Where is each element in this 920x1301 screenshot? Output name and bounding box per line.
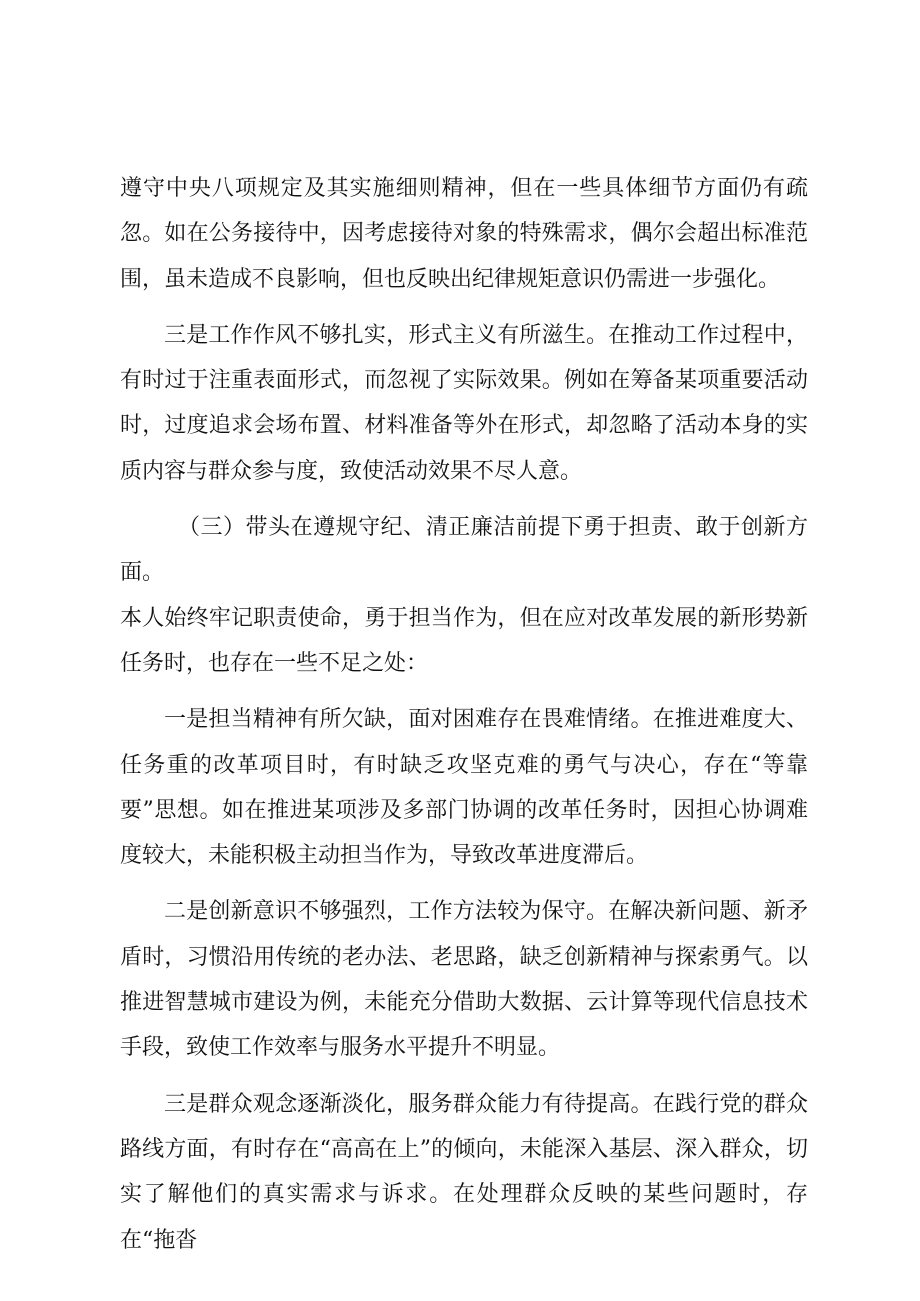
paragraph-work-style: 三是工作作风不够扎实，形式主义有所滋生。在推动工作过程中，有时过于注重表面形式，而忽视了实际效果。例如在筹备某项重要活动时，过度追求会场布置、材料准备等外在形式，却忽略了活动本身的实质内容与群众参与度，致使活动效果不尽人意。 [120,322,808,484]
section-heading-three: （三）带头在遵规守纪、清正廉洁前提下勇于担责、敢于创新方面。 [120,515,808,586]
paragraph-responsibility: 一是担当精神有所欠缺，面对困难存在畏难情绪。在推进难度大、任务重的改革项目时，有时缺乏攻坚克难的勇气与决心，存在“等靠要”思想。如在推进某项涉及多部门协调的改革任务时，因担心协调难度较大，未能积极主动担当作为，导致改革进度滞后。 [120,707,808,869]
body-text [120,166,808,1274]
paragraph-masses: 三是群众观念逐渐淡化，服务群众能力有待提高。在践行党的群众路线方面，有时存在“高高在上”的倾向，未能深入基层、深入群众，切实了解他们的真实需求与诉求。在处理群众反映的某些问题时，存在“拖沓 [120,1091,808,1253]
paragraph-innovation: 二是创新意识不够强烈，工作方法较为保守。在解决新问题、新矛盾时，习惯沿用传统的老办法、老思路，缺乏创新精神与探索勇气。以推进智慧城市建设为例，未能充分借助大数据、云计算等现代信息技术手段，致使工作效率与服务水平提升不明显。 [120,899,808,1061]
paragraph-continuation: 遵守中央八项规定及其实施细则精神，但在一些具体细节方面仍有疏忽。如在公务接待中，因考虑接待对象的特殊需求，偶尔会超出标准范围，虽未造成不良影响，但也反映出纪律规矩意识仍需进一步强化。 [120,176,808,292]
paragraph-intro: 本人始终牢记职责使命，勇于担当作为，但在应对改革发展的新形势新任务时，也存在一些不足之处： [120,605,808,676]
